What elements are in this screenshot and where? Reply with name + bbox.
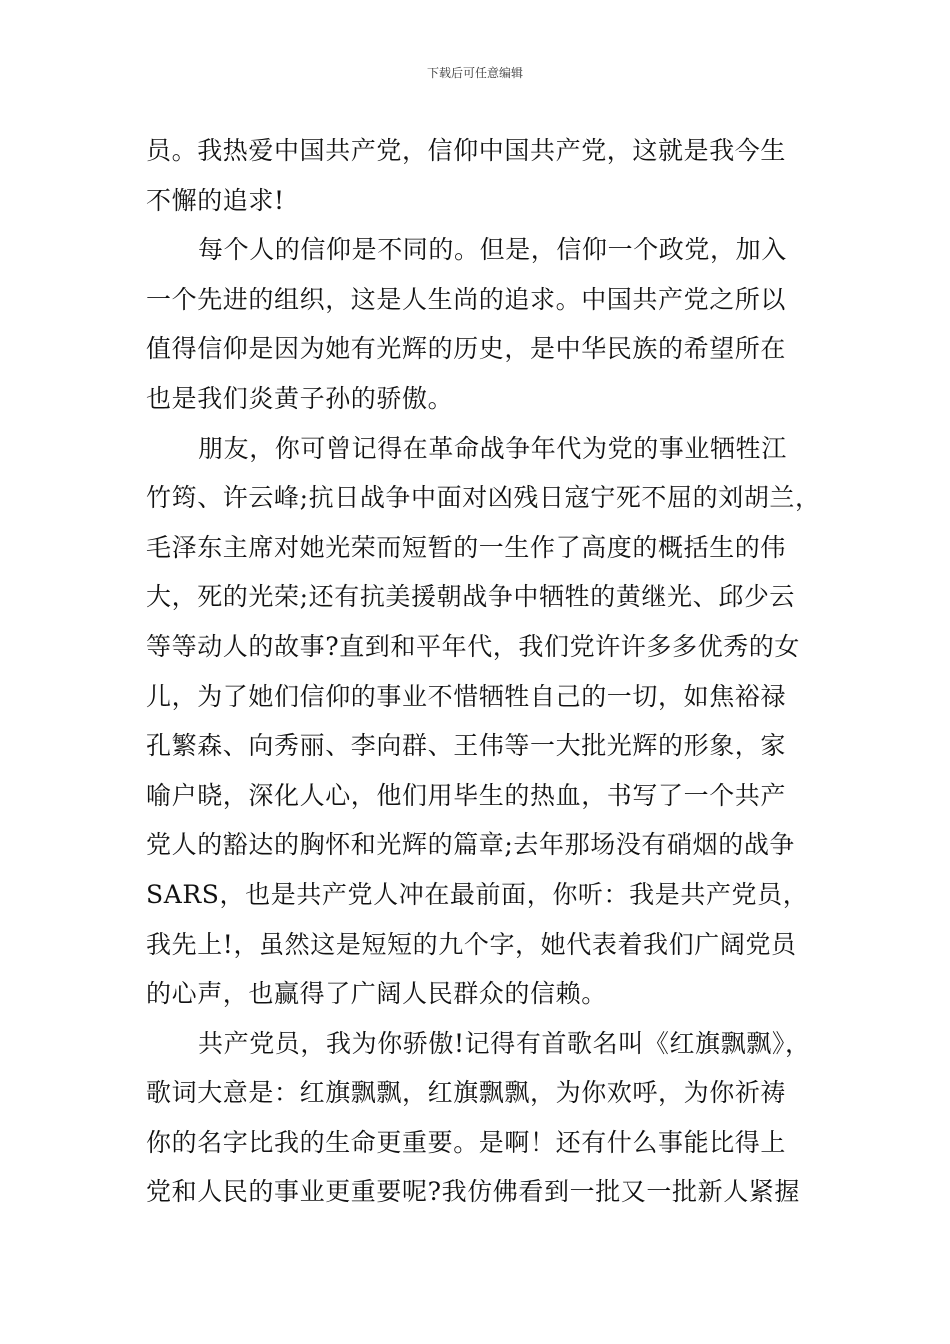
paragraph-start-line: 朋友，你可曾记得在革命战争年代为党的事业牺牲江 bbox=[198, 433, 787, 463]
text-line: 等等动人的故事?直到和平年代，我们党许许多多优秀的女 bbox=[146, 631, 801, 661]
text-line: 孔繁森、向秀丽、李向群、王伟等一大批光辉的形象，家 bbox=[146, 731, 787, 761]
text-line: 一个先进的组织，这是人生尚的追求。中国共产党之所以 bbox=[146, 284, 787, 314]
text-line: SARS，也是共产党人冲在最前面，你听：我是共产党员， bbox=[146, 879, 809, 909]
text-line: 党和人民的事业更重要呢?我仿佛看到一批又一批新人紧握 bbox=[146, 1177, 801, 1207]
text-line: 大，死的光荣;还有抗美援朝战争中牺牲的黄继光、邱少云 bbox=[146, 582, 796, 612]
text-line: 党人的豁达的胸怀和光辉的篇章;去年那场没有硝烟的战争 bbox=[146, 830, 796, 860]
text-line: 毛泽东主席对她光荣而短暂的一生作了高度的概括生的伟 bbox=[146, 532, 787, 562]
text-line: 喻户晓，深化人心，他们用毕生的热血，书写了一个共产 bbox=[146, 780, 787, 810]
text-line: 歌词大意是：红旗飘飘，红旗飘飘，为你欢呼，为你祈祷 bbox=[146, 1078, 787, 1108]
text-line: 竹筠、许云峰;抗日战争中面对凶残日寇宁死不屈的刘胡兰， bbox=[146, 483, 821, 513]
text-line: 员。我热爱中国共产党，信仰中国共产党，这就是我今生 bbox=[146, 136, 787, 165]
text-line: 值得信仰是因为她有光辉的历史，是中华民族的希望所在 bbox=[146, 334, 787, 364]
text-line: 我先上!，虽然这是短短的九个字，她代表着我们广阔党员 bbox=[146, 929, 797, 959]
page-header: 下载后可任意编辑 bbox=[426, 66, 523, 80]
text-line: 你的名字比我的生命更重要。是啊！还有什么事能比得上 bbox=[146, 1127, 787, 1157]
text-line: 不懈的追求! bbox=[146, 185, 285, 215]
text-line: 的心声，也赢得了广阔人民群众的信赖。 bbox=[146, 979, 607, 1009]
text-line: 儿，为了她们信仰的事业不惜牺牲自己的一切，如焦裕禄 bbox=[146, 681, 787, 711]
paragraph-start-line: 共产党员，我为你骄傲!记得有首歌名叫《红旗飘飘》， bbox=[198, 1028, 811, 1058]
text-line: 也是我们炎黄子孙的骄傲。 bbox=[146, 383, 454, 413]
paragraph-start-line: 每个人的信仰是不同的。但是，信仰一个政党，加入 bbox=[198, 235, 787, 265]
document-body bbox=[146, 126, 821, 1217]
